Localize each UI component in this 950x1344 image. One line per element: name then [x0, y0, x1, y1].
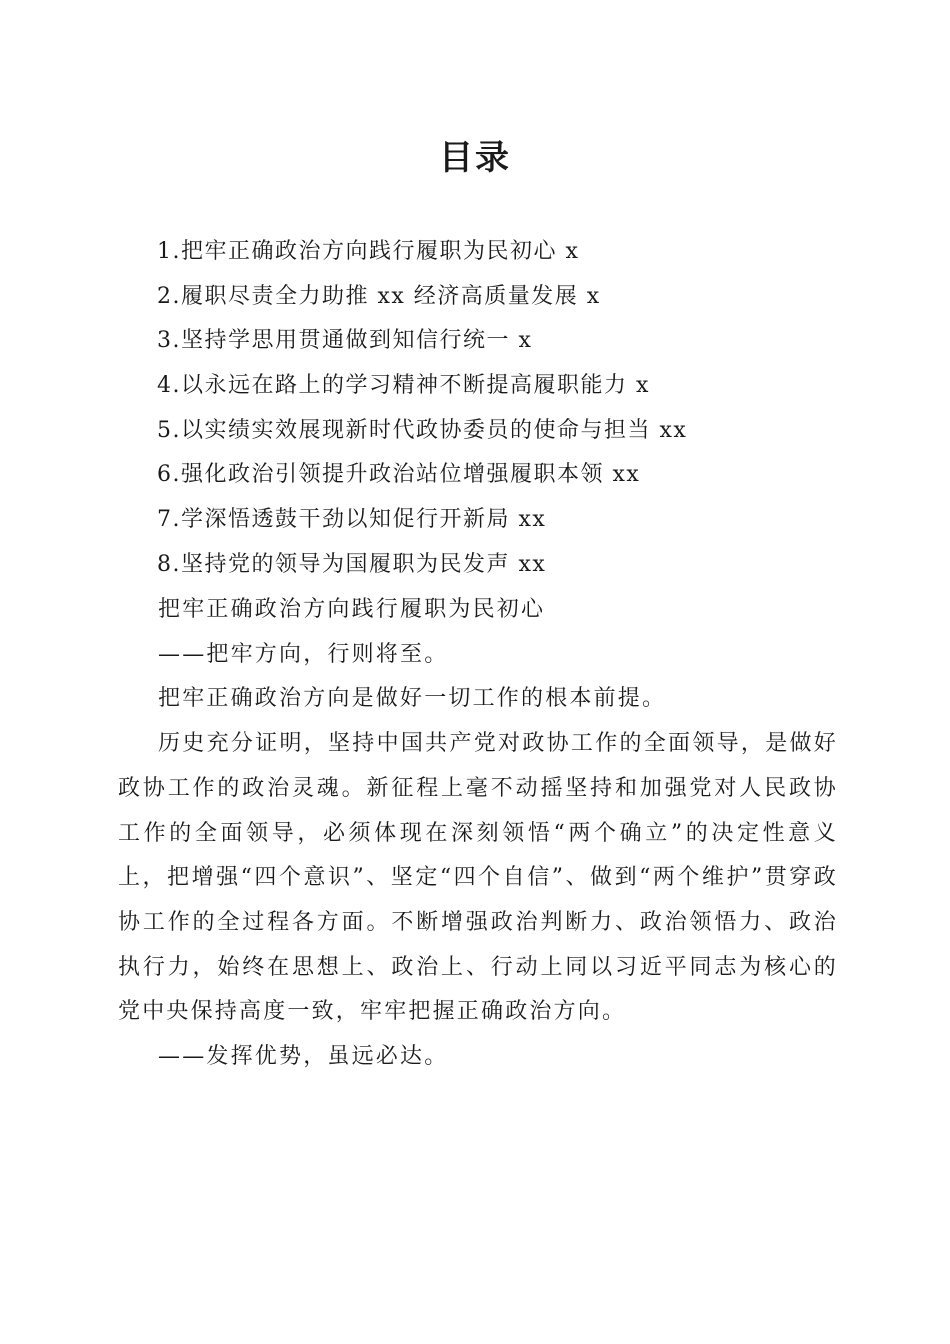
subheading-advantage: ——发挥优势，虽远必达。: [158, 1044, 449, 1070]
toc-item-1: 1.把牢正确政治方向践行履职为民初心 x: [157, 239, 580, 264]
toc-item-7: 7.学深悟透鼓干劲以知促行开新局 xx: [157, 507, 547, 533]
toc-item-3: 3.坚持学思用贯通做到知信行统一 x: [157, 328, 533, 354]
body-text: [118, 588, 838, 1080]
paragraph-history: 历史充分证明，坚持中国共产党对政协工作的全面领导，是做好政协工作的政治灵魂。新征程上毫不动摇坚持和加强党对人民政协工作的全面领导，必须体现在深刻领悟“两个确立”的决定性意义上，把增强“四个意识”、坚定“四个自信”、做到“两个维护”贯穿政协工作的全过程各方面。不断增强政治判断力、政治领悟力、政治执行力，始终在思想上、政治上、行动上同以习近平同志为核心的党中央保持高度一致，牢牢把握正确政治方向。: [118, 731, 838, 1025]
toc-item-2: 2.履职尽责全力助推 xx 经济高质量发展 x: [157, 283, 601, 309]
toc-item-6: 6.强化政治引领提升政治站位增强履职本领 xx: [157, 462, 641, 488]
subheading-direction: ——把牢方向，行则将至。: [158, 641, 449, 667]
table-of-contents: [157, 230, 857, 588]
section-title: 把牢正确政治方向践行履职为民初心: [158, 597, 546, 622]
toc-item-8: 8.坚持党的领导为国履职为民发声 xx: [157, 551, 547, 577]
toc-item-4: 4.以永远在路上的学习精神不断提高履职能力 x: [157, 373, 650, 399]
paragraph-premise: 把牢正确政治方向是做好一切工作的根本前提。: [158, 686, 667, 712]
document-title: 目录: [439, 138, 511, 178]
toc-item-5: 5.以实绩实效展现新时代政协委员的使命与担当 xx: [157, 417, 688, 443]
